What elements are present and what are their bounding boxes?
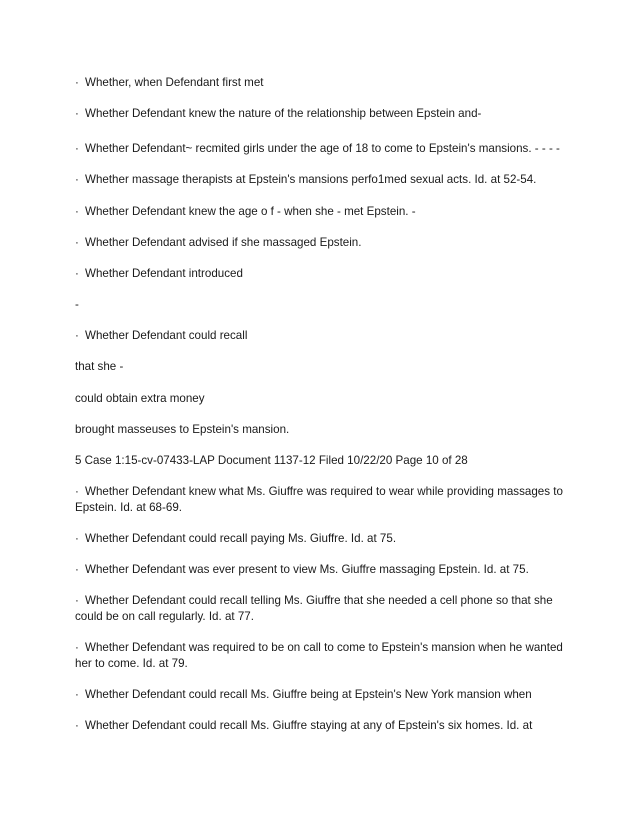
bullet-item-4: · Whether massage therapists at Epstein's mansions perfo1med sexual acts. Id. at 52-54. [75, 173, 537, 186]
dash-line: - [75, 298, 79, 311]
bullet-item-5: · Whether Defendant knew the age o f - when she - met Epstein. - [75, 205, 416, 218]
bullet-item-14: · Whether Defendant could recall Ms. Giuffre being at Epstein's New York mansion when [75, 688, 532, 701]
bullet-item-2: · Whether Defendant knew the nature of the relationship between Epstein and- [75, 107, 482, 120]
bullet-item-8: · Whether Defendant could recall [75, 329, 248, 342]
page-header: 5 Case 1:15-cv-07433-LAP Document 1137-12 Filed 10/22/20 Page 10 of 28 [75, 454, 468, 467]
bullet-item-3: · Whether Defendant~ recmited girls under the age of 18 to come to Epstein's mansions. - - - - [75, 142, 560, 155]
text-line: that she - [75, 360, 124, 373]
text-line: could obtain extra money [75, 392, 205, 405]
bullet-item-13: · Whether Defendant was required to be on call to come to Epstein's mansion when he wanted her to come. Id. at 79. [75, 641, 563, 670]
text-line: brought masseuses to Epstein's mansion. [75, 423, 290, 436]
bullet-item-15: · Whether Defendant could recall Ms. Giuffre staying at any of Epstein's six homes. Id. at [75, 719, 533, 732]
bullet-item-9: · Whether Defendant knew what Ms. Giuffre was required to wear while providing massages to Epstein. Id. at 68-69. [75, 485, 563, 514]
bullet-item-10: · Whether Defendant could recall paying Ms. Giuffre. Id. at 75. [75, 532, 397, 545]
bullet-item-11: · Whether Defendant was ever present to view Ms. Giuffre massaging Epstein. Id. at 75. [75, 563, 529, 576]
bullet-item-12: · Whether Defendant could recall telling Ms. Giuffre that she needed a cell phone so that she could be on call regularly. Id. at 77. [75, 594, 553, 623]
bullet-item-1: · Whether, when Defendant first met [75, 76, 264, 89]
bullet-item-6: · Whether Defendant advised if she massaged Epstein. [75, 236, 362, 249]
bullet-item-7: · Whether Defendant introduced [75, 267, 243, 280]
